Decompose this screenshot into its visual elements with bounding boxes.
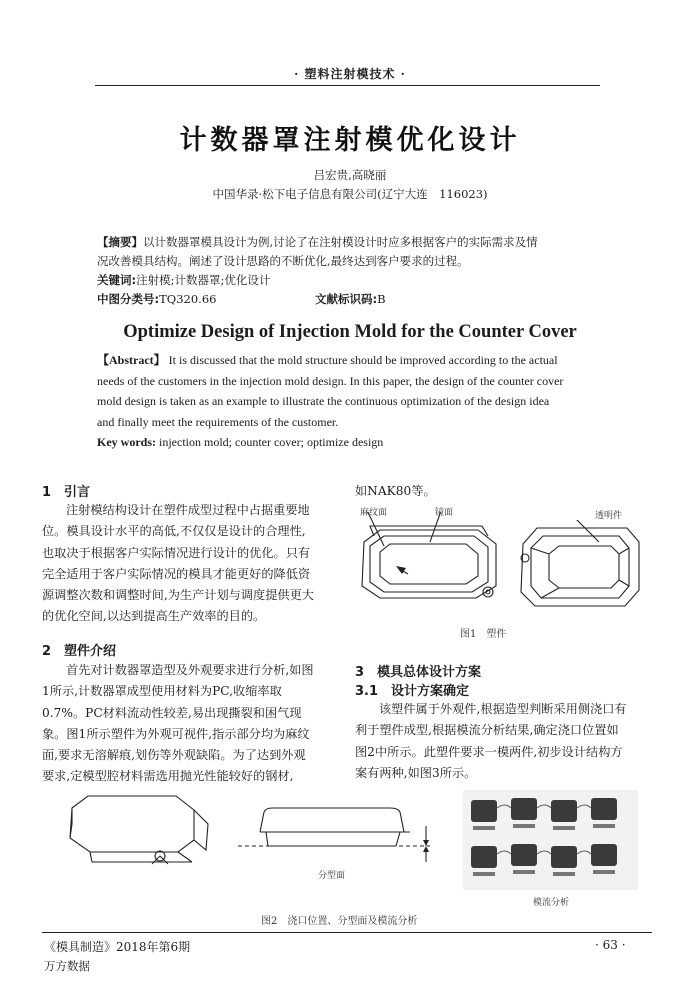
body-line: 要求,定模型腔材料需选用抛光性能较好的钢材, [42,769,294,784]
body-line: 图2中所示。此塑件要求一模两件,初步设计结构方 [355,744,623,759]
body-line: 的优化空间,以达到提高生产效率的目的。 [42,609,266,624]
abstract-cn-line: 以计数器罩模具设计为例,讨论了在注射模设计时应多根据客户的实际需求及情 [143,235,538,249]
abstract-en-line: needs of the customers in the injection mold design. In this paper, the design of the counter cover [97,373,564,388]
body-line: 1所示,计数器罩成型使用材料为PC,收缩率取 [42,684,282,699]
body-line: 完全适用于客户实际情况的模具才能更好的降低资 [42,566,311,581]
fig1-label-transparent: 透明件 [595,511,623,521]
english-title: Optimize Design of Injection Mold for the Counter Cover [123,322,577,342]
article-affiliation: 中国华录·松下电子信息有限公司(辽宁大连 116023) [212,187,488,201]
footer-journal: 《模具制造》2018年第6期 [44,940,191,954]
fig2-label-moldflow: 模流分析 [533,898,570,908]
keywords-en-label: Key words: [97,435,156,449]
fig1-label-mirror: 镜面 [435,508,454,518]
footer-rule [42,932,652,933]
clc-value: TQ320.66 [159,292,217,306]
section-1-heading: 1 引言 [42,485,91,500]
fig1-right-part-drawing [515,520,645,615]
doc-code-label: 文献标识码: [315,292,378,306]
section-2-heading: 2 塑件介绍 [42,644,117,659]
article-authors: 吕宏贵,高晓丽 [313,168,387,182]
body-line: 利于塑件成型,根据模流分析结果,确定浇口位置如 [355,723,619,738]
journal-section-header: · 塑料注射模技术 · [294,67,406,81]
article-title: 计数器罩注射模优化设计 [179,125,521,156]
body-line: 象。图1所示塑件为外观可视件,指示部分均为麻纹 [42,726,310,741]
body-line: 0.7%。PC材料流动性较差,易出现撕裂和困气现 [42,705,302,720]
abstract-cn-label: 【摘要】 [97,235,143,249]
body-line: 案有两种,如图3所示。 [355,765,477,780]
fig1-caption: 图1 塑件 [460,629,507,640]
fig2-caption: 图2 浇口位置、分型面及模流分析 [261,916,418,927]
section-3-heading: 3 模具总体设计方案 [355,665,482,680]
body-line: 面,要求无溶解痕,划伤等外观缺陷。为了达到外观 [42,748,306,763]
fig2-label-parting: 分型面 [318,871,346,881]
section-2-body [42,660,342,788]
keywords-en: injection mold; counter cover; optimize design [159,435,384,449]
section-3-1-heading: 3.1 设计方案确定 [355,684,470,699]
footer-watermark: 万方数据 [44,959,90,973]
clc-label: 中图分类号: [97,292,160,306]
fig2-part-drawing [60,790,220,870]
body-line: 该塑件属于外观件,根据造型判断采用侧浇口有 [379,702,627,716]
abstract-en-label: 【Abstract】 [97,353,166,367]
fig2-parting-line-drawing [230,800,440,870]
fig1-label-matte: 麻纹面 [360,508,388,518]
abstract-en-line: It is discussed that the mold structure should be improved according to the actual [168,353,558,367]
right-column-continuation: 如NAK80等。 [355,484,436,498]
body-line: 注射模结构设计在塑件成型过程中占据重要地 [66,503,310,517]
fig1-left-part-drawing [350,512,510,612]
abstract-en [97,350,607,453]
section-1-body [42,500,342,628]
abstract-cn [97,233,607,309]
section-3-1-body [355,699,665,784]
body-line: 首先对计数器罩造型及外观要求进行分析,如图 [66,663,314,677]
header-rule [95,85,600,86]
keywords-cn-label: 关键词: [97,273,137,287]
abstract-en-line: and finally meet the requirements of the customer. [97,414,339,429]
abstract-cn-line: 况改善模具结构。阐述了设计思路的不断优化,最终达到客户要求的过程。 [97,254,469,268]
body-line: 源调整次数和调整时间,为生产计划与调度提供更大 [42,588,314,603]
abstract-en-line: mold design is taken as an example to illustrate the continuous optimization of the design idea [97,394,550,408]
footer-page-number: · 63 · [595,938,626,952]
fig2-moldflow-image [463,790,638,890]
body-line: 位。模具设计水平的高低,不仅仅是设计的合理性, [42,524,306,539]
doc-code-value: B [377,292,386,306]
body-line: 也取决于根据客户实际情况进行设计的优化。只有 [42,545,311,560]
keywords-cn: 注射模;计数器罩;优化设计 [136,273,271,287]
